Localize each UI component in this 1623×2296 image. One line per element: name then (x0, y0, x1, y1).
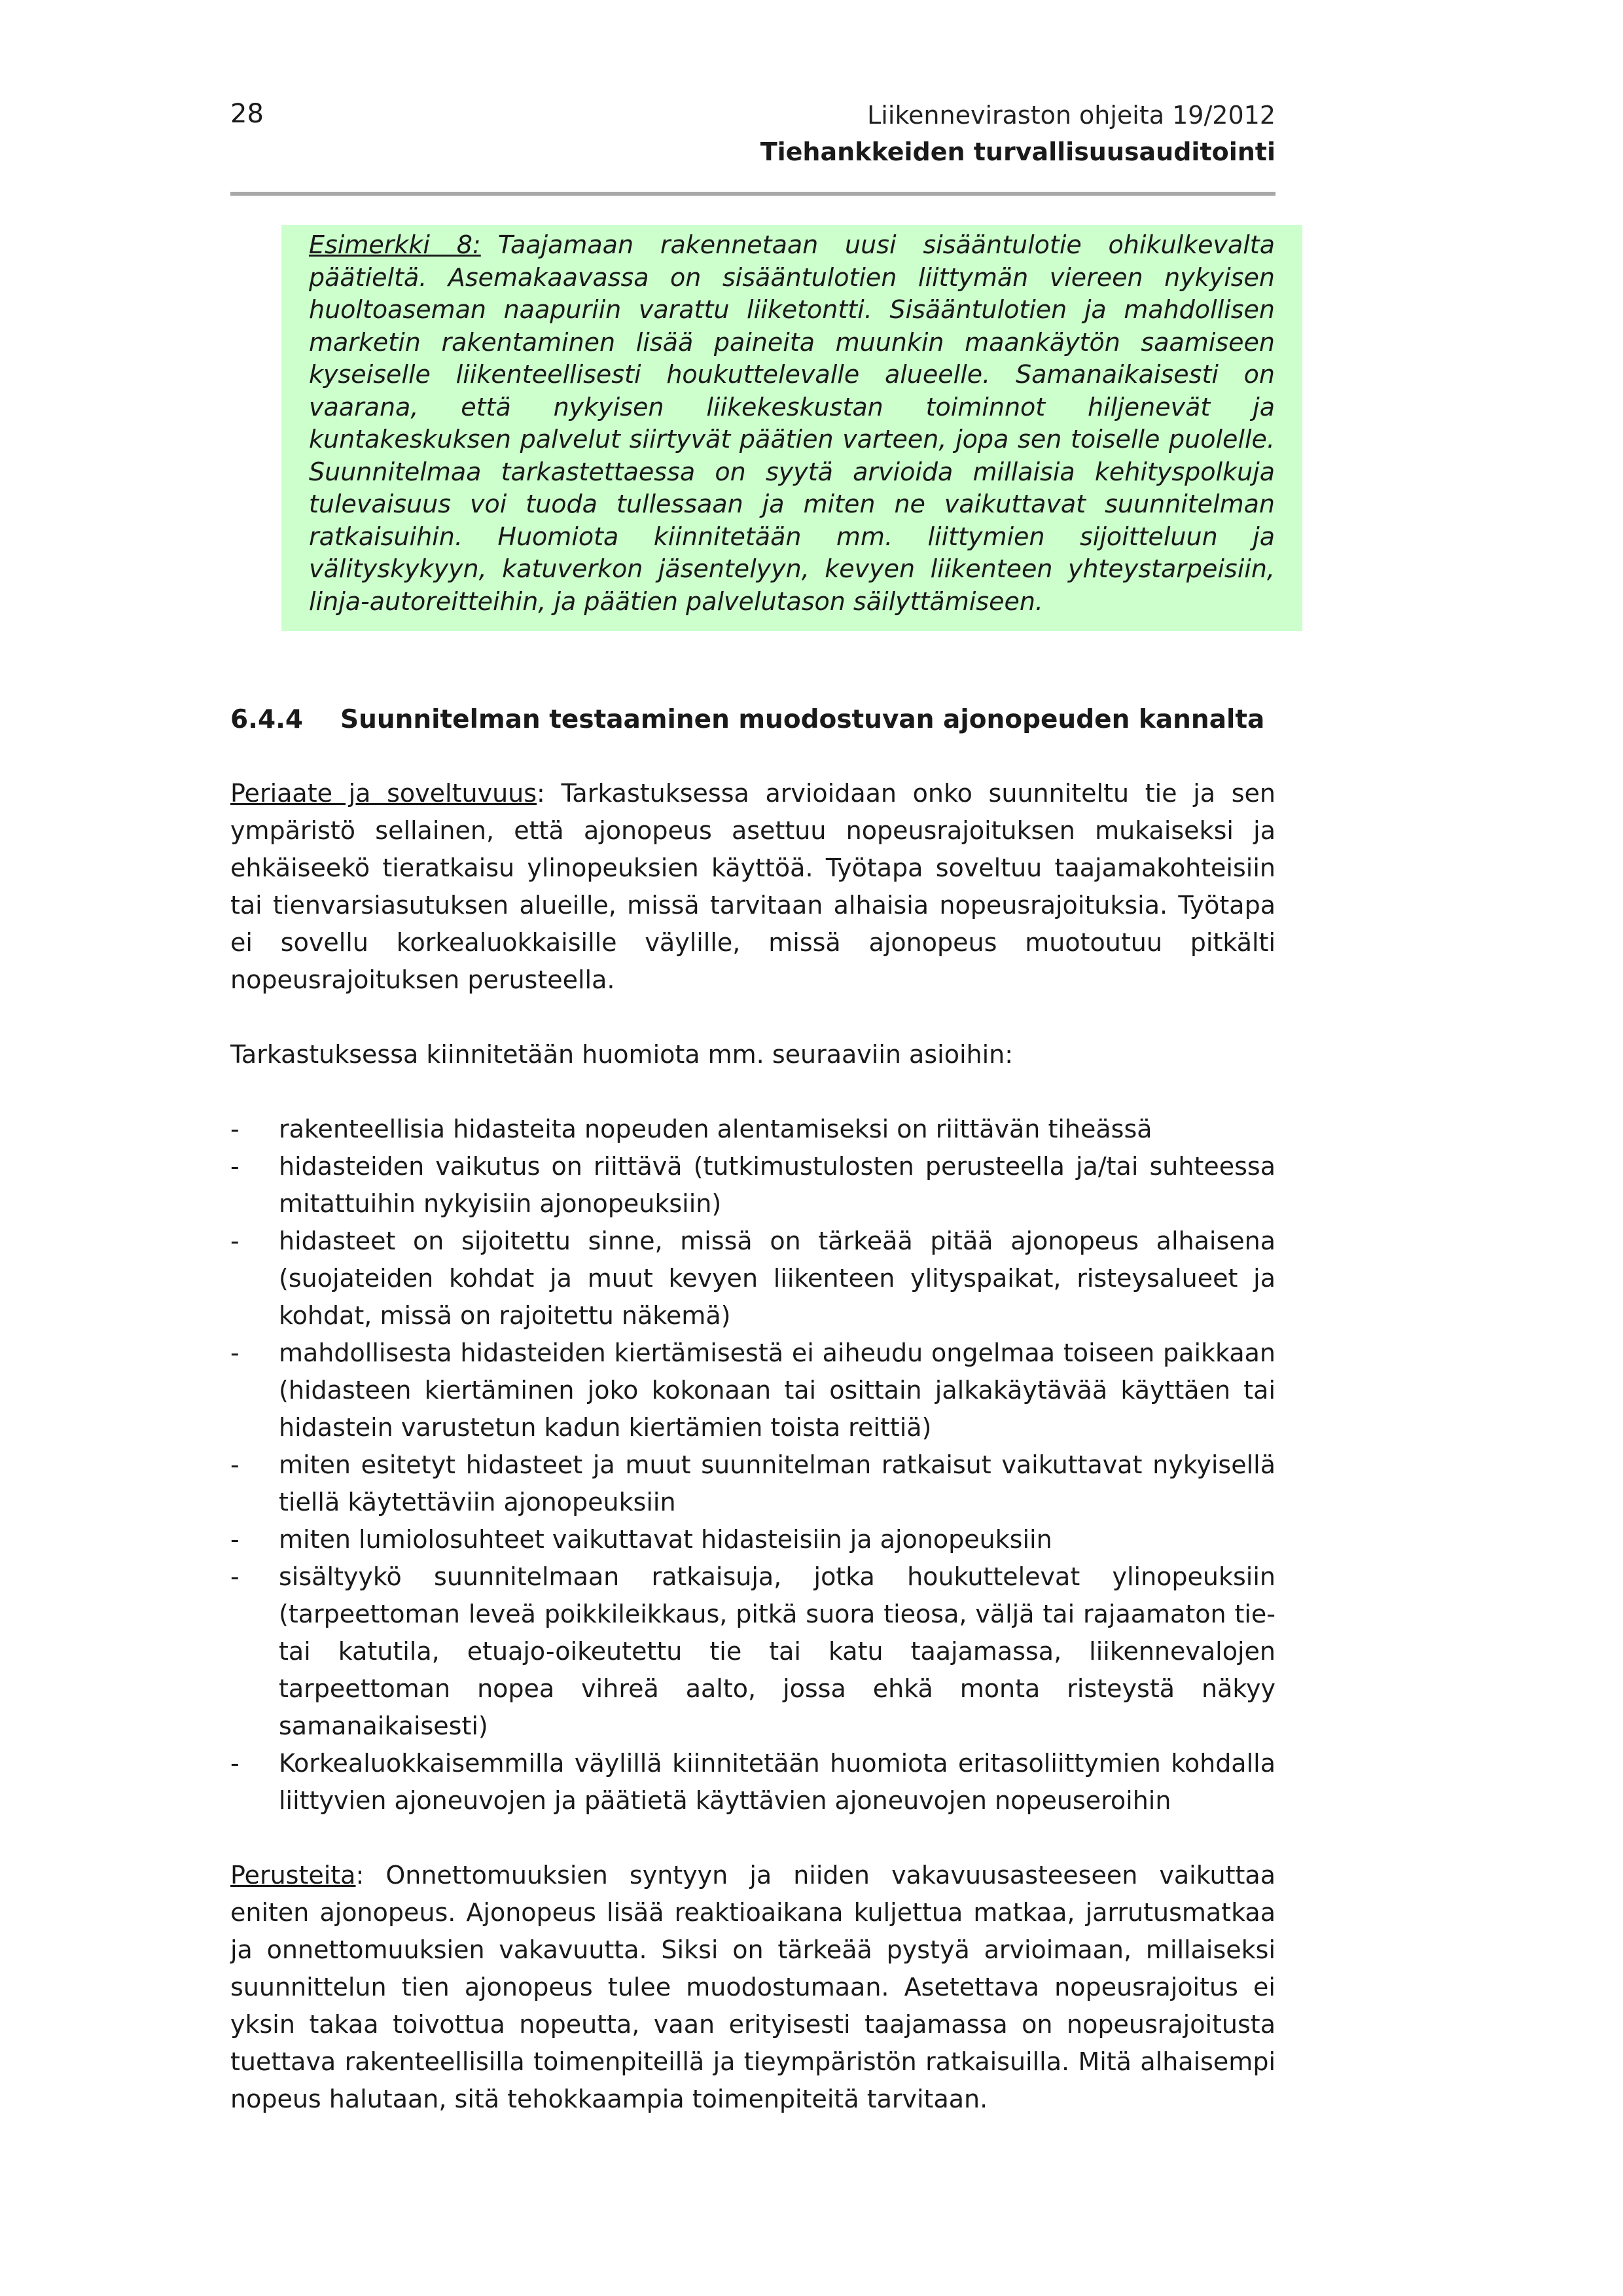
list-item (230, 1558, 1275, 1745)
list-item-text: hidasteiden vaikutus on riittävä (tutkimustulosten perusteella ja/tai suhteessa mitattuihin nykyisiin ajonopeuksiin) (279, 1152, 1275, 1218)
example-label: Esimerkki 8: (309, 230, 481, 259)
principles-text: : Tarkastuksessa arvioidaan onko suunniteltu tie ja sen ympäristö sellainen, että ajonopeus asettuu nopeusrajoituksen mukaiseksi ja ehkäiseekö tieratkaisu ylinopeuksien käyttöä. Työtapa soveltuu taajamakohteisiin tai tienvarsiasutuksen alueille, missä tarvitaan alhaisia nopeusrajoituksia. Työtapa ei sovellu korkealuokkaisille väylille, missä ajonopeus muotoutuu pitkälti nopeusrajoituksen perusteella. (230, 779, 1275, 994)
publication-series: Liikenneviraston ohjeita 19/2012 (867, 101, 1275, 130)
rationale-text: : Onnettomuuksien syntyyn ja niiden vakavuusasteeseen vaikuttaa eniten ajonopeus. Ajonopeus lisää reaktioaikana kuljettua matkaa, jarrutusmatkaa ja onnettomuuksien vakavuutta. Siksi on tärkeää pystyä arvioimaan, millaiseksi suunnittelun tien ajonopeus tulee muodostumaan. Asetettava nopeusrajoitus ei yksin takaa toivottua nopeutta, vaan erityisesti taajamassa on nopeusrajoitusta tuettava rakenteellisilla toimenpiteillä ja tieympäristön ratkaisuilla. Mitä alhaisempi nopeus halutaan, sitä tehokkaampia toimenpiteitä tarvitaan. (230, 1861, 1275, 2113)
list-item (230, 1335, 1275, 1446)
header-divider (230, 192, 1275, 196)
list-item (230, 1148, 1275, 1223)
list-item (230, 1111, 1275, 1148)
page-number: 28 (230, 99, 264, 129)
list-item-text: Korkealuokkaisemmilla väylillä kiinnitetään huomiota eritasoliittymien kohdalla liittyvien ajoneuvojen ja päätietä käyttävien ajoneuvojen nopeuseroihin (279, 1749, 1275, 1815)
section-number: 6.4.4 (230, 705, 304, 734)
list-item (230, 1223, 1275, 1335)
document-title: Tiehankkeiden turvallisuusauditointi (760, 137, 1275, 166)
list-item (230, 1521, 1275, 1558)
list-dash: - (230, 1152, 240, 1181)
list-item-text: mahdollisesta hidasteiden kiertämisestä ei aiheudu ongelmaa toiseen paikkaan (hidasteen kiertäminen joko kokonaan tai osittain jalkakäytävää käyttäen tai hidastein varustetun kadun kiertämien toista reittiä) (279, 1338, 1275, 1442)
list-dash: - (230, 1562, 240, 1591)
list-dash: - (230, 1227, 240, 1255)
example-box (281, 225, 1302, 631)
rationale-paragraph (230, 1857, 1275, 2118)
example-text: Taajamaan rakennetaan uusi sisääntulotie ohikulkevalta päätieltä. Asemakaavassa on sisääntulotien liittymän viereen nykyisen huoltoaseman naapuriin varattu liiketontti. Sisääntulotien ja mahdollisen marketin rakentaminen lisää paineita muunkin maankäytön saamiseen kyseiselle liikenteellisesti houkuttelevalle alueelle. Samanaikaisesti on vaarana, että nykyisen liikekeskustan toiminnot hiljenevät ja kuntakeskuksen palvelut siirtyvät päätien varteen, jopa sen toiselle puolelle. Suunnitelmaa tarkastettaessa on syytä arvioida millaisia kehityspolkuja tulevaisuus voi tuoda tullessaan ja miten ne vaikuttavat suunnitelman ratkaisuihin. Huomiota kiinnitetään mm. liittymien sijoitteluun ja välityskykyyn, katuverkon jäsentelyyn, kevyen liikenteen yhteystarpeisiin, linja-autoreitteihin, ja päätien palvelutason säilyttämiseen. (309, 230, 1275, 616)
checklist-intro: Tarkastuksessa kiinnitetään huomiota mm. seuraaviin asioihin: (230, 1040, 1014, 1069)
list-dash: - (230, 1115, 240, 1143)
principles-label: Periaate ja soveltuvuus (230, 779, 537, 808)
list-item (230, 1446, 1275, 1521)
principles-paragraph (230, 775, 1275, 999)
paragraph-spacer (230, 1820, 1275, 1857)
main-content (230, 702, 1275, 2118)
paragraph-spacer (230, 999, 1275, 1036)
list-dash: - (230, 1450, 240, 1479)
rationale-label: Perusteita (230, 1861, 356, 1890)
list-item (230, 1745, 1275, 1820)
example-paragraph (309, 229, 1275, 618)
list-dash: - (230, 1338, 240, 1367)
list-item-text: hidasteet on sijoitettu sinne, missä on tärkeää pitää ajonopeus alhaisena (suojateiden kohdat ja muut kevyen liikenteen ylityspaikat, risteysalueet ja kohdat, missä on rajoitettu näkemä) (279, 1227, 1275, 1330)
paragraph-spacer (230, 1073, 1275, 1111)
list-item-text: sisältyykö suunnitelmaan ratkaisuja, jotka houkuttelevat ylinopeuksiin (tarpeettoman leveä poikkileikkaus, pitkä suora tieosa, väljä tai rajaamaton tie- tai katutila, etuajo-oikeutettu tie tai katu taajamassa, liikennevalojen tarpeettoman nopea vihreä aalto, jossa ehkä monta risteystä näkyy samanaikaisesti) (279, 1562, 1275, 1740)
list-item-text: miten lumiolosuhteet vaikuttavat hidasteisiin ja ajonopeuksiin (279, 1525, 1052, 1554)
running-header (760, 97, 1275, 170)
section-heading (230, 702, 1275, 738)
checklist (230, 1111, 1275, 1820)
list-dash: - (230, 1749, 240, 1778)
list-dash: - (230, 1525, 240, 1554)
section-title: Suunnitelman testaaminen muodostuvan ajonopeuden kannalta (340, 705, 1265, 734)
list-item-text: miten esitetyt hidasteet ja muut suunnitelman ratkaisut vaikuttavat nykyisellä tiellä käytettäviin ajonopeuksiin (279, 1450, 1275, 1516)
list-item-text: rakenteellisia hidasteita nopeuden alentamiseksi on riittävän tiheässä (279, 1115, 1152, 1143)
